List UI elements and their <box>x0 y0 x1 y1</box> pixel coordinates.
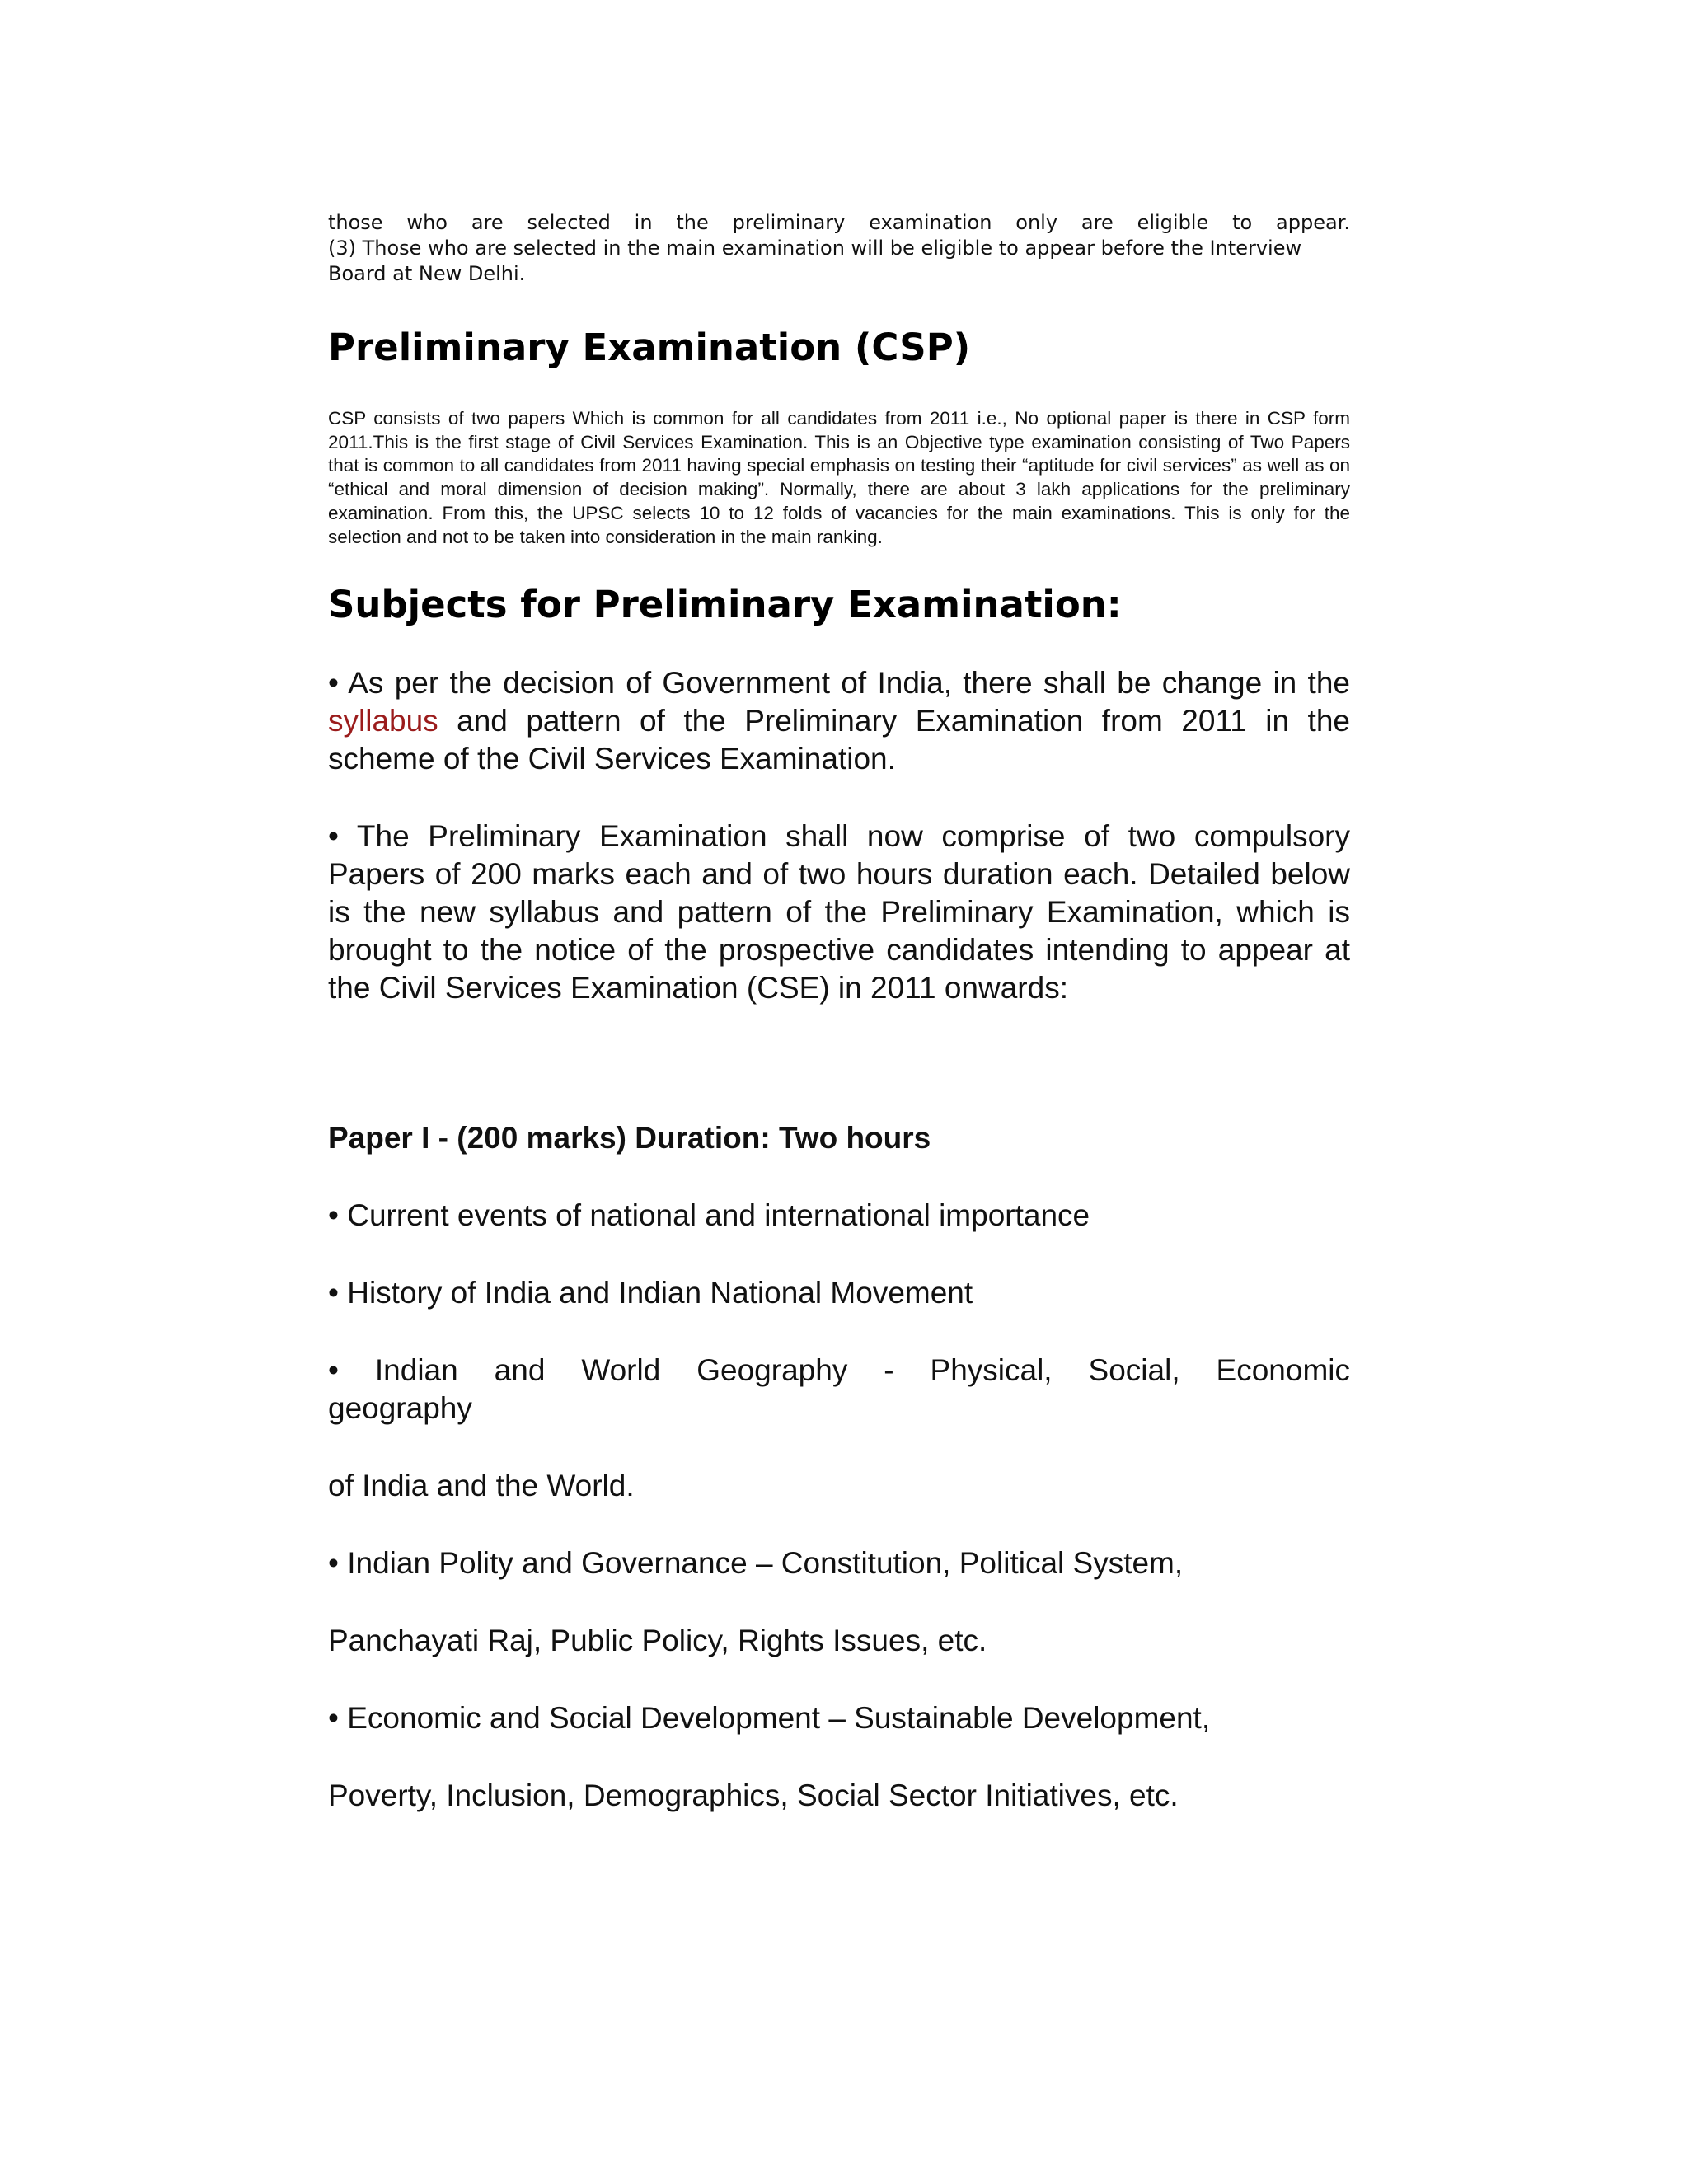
document-page <box>328 210 1350 1815</box>
intro-line-2: (3) Those who are selected in the main examination will be eligible to appear before the Interview <box>328 237 1302 260</box>
paper-1-heading: Paper I - (200 marks) Duration: Two hours <box>328 1121 931 1155</box>
list-item-economic-continuation: Poverty, Inclusion, Demographics, Social Sector Initiatives, etc. <box>328 1779 1179 1813</box>
list-item-current-events: • Current events of national and international importance <box>328 1198 1090 1233</box>
list-item-polity: • Indian Polity and Governance – Constitution, Political System, <box>328 1546 1184 1581</box>
intro-line-1: those who are selected in the preliminary examination only are eligible to appear. <box>328 211 1350 234</box>
list-item-geography-continuation: of India and the World. <box>328 1469 635 1503</box>
intro-paragraph <box>328 210 1350 287</box>
csp-description-paragraph: CSP consists of two papers Which is common for all candidates from 2011 i.e., No optional paper is there in CSP form 2011.This is the first stage of Civil Services Examination. This is an Objective type examination consisting of Two Papers that is common to all candidates from 2011 having special emphasis on testing their “aptitude for civil services” as well as on “ethical and moral dimension of decision making”. Normally, there are about 3 lakh applications for the preliminary examination. From this, the UPSC selects 10 to 12 folds of vacancies for the main examinations. This is only for the selection and not to be taken into consideration in the main ranking. <box>328 408 1350 547</box>
bullet-syllabus-text-after: and pattern of the Preliminary Examination from 2011 in the scheme of the Civil Services Examination. <box>328 704 1350 776</box>
list-item-economic: • Economic and Social Development – Sustainable Development, <box>328 1701 1211 1736</box>
heading-preliminary-examination: Preliminary Examination (CSP) <box>328 326 971 369</box>
list-item-geography <box>328 1352 1350 1427</box>
list-item-polity-continuation: Panchayati Raj, Public Policy, Rights Issues, etc. <box>328 1624 987 1658</box>
bullet-syllabus-change <box>328 664 1350 778</box>
list-item-history: • History of India and Indian National Movement <box>328 1276 973 1310</box>
list-item-geography-line-1: • Indian and World Geography - Physical, Social, Economic <box>328 1353 1350 1388</box>
list-item-geography-line-2: geography <box>328 1391 472 1426</box>
bullet-two-papers: • The Preliminary Examination shall now comprise of two compulsory Papers of 200 marks each and of two hours duration each. Detailed below is the new syllabus and pattern of the Preliminary Examination, which is brought to the notice of the prospective candidates intending to appear at the Civil Services Examination (CSE) in 2011 onwards: <box>328 819 1350 1005</box>
syllabus-link[interactable]: syllabus <box>328 704 438 738</box>
bullet-syllabus-text-before: • As per the decision of Government of India, there shall be change in the <box>328 666 1350 701</box>
heading-subjects: Subjects for Preliminary Examination: <box>328 583 1122 627</box>
intro-line-3: Board at New Delhi. <box>328 262 526 285</box>
